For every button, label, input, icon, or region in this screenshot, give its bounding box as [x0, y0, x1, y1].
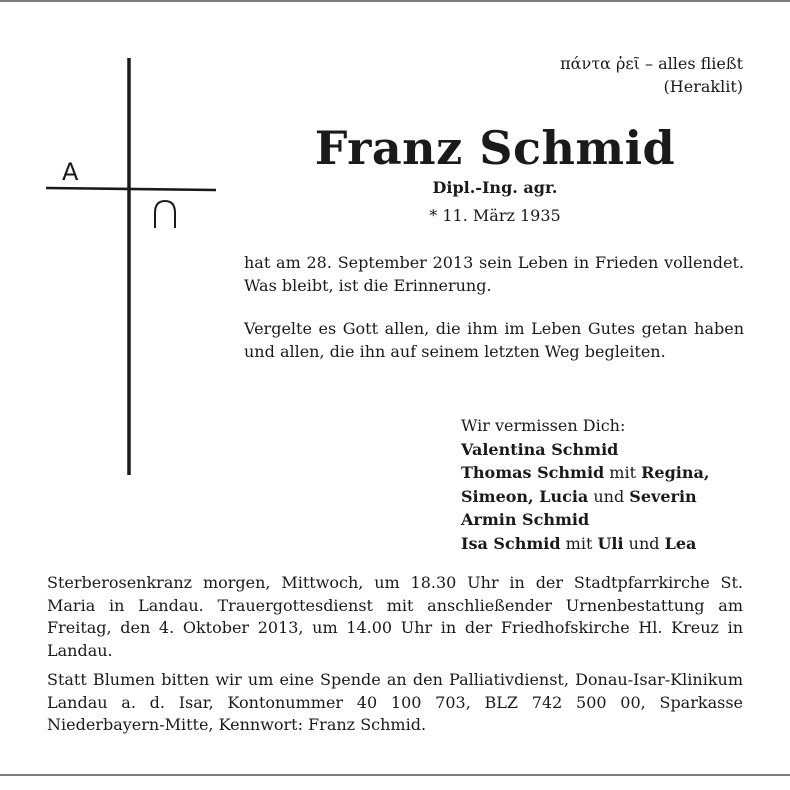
alpha-letter: A [62, 158, 79, 186]
quote-text: πάντα ῥεῖ – alles fließt [560, 54, 743, 73]
connector-text: mit [604, 463, 642, 482]
passing-paragraph: hat am 28. September 2013 sein Leben in Frieden vollendet. Was bleibt, ist die Erinnerung. [244, 253, 744, 295]
family-line [461, 485, 761, 509]
mourner-name: Armin Schmid [461, 510, 590, 529]
cross-horizontal-beam [46, 188, 216, 190]
family-line [461, 461, 761, 485]
alpha-omega-cross-icon [40, 55, 230, 485]
family-signature [461, 414, 761, 555]
mourner-name: Isa Schmid [461, 533, 561, 553]
connector-text: und [623, 533, 665, 553]
mourner-name: Valentina Schmid [461, 439, 619, 459]
quote-author: (Heraklit) [663, 77, 743, 96]
family-intro: Wir vermissen Dich: [461, 416, 626, 435]
deceased-name: Franz Schmid [314, 121, 676, 175]
mourner-name: Regina, [641, 463, 710, 482]
heraclitus-quote [443, 52, 743, 98]
mourner-name: Simeon, Lucia [461, 486, 589, 506]
bottom-border [0, 774, 790, 776]
mourner-name: Severin [629, 486, 697, 506]
mourner-name: Thomas Schmid [461, 463, 605, 482]
family-line [461, 532, 761, 556]
service-details: Sterberosenkranz morgen, Mittwoch, um 18.30 Uhr in der Stadtpfarrkirche St. Maria in Landau. Trauergottesdienst mit anschließender Urnenbestattung am Freitag, den 4. Oktober 2013, um 14.00 Uhr in der Friedhofskirche Hl. Kreuz in Landau. [47, 573, 743, 660]
mourner-name: Lea [664, 533, 697, 553]
connector-text: und [588, 486, 630, 506]
family-line [461, 508, 761, 532]
connector-text: mit [560, 533, 598, 553]
donation-request: Statt Blumen bitten wir um eine Spende an den Palliativdienst, Donau-Isar-Klinikum Landau a. d. Isar, Kontonummer 40 100 703, BLZ 742 500 00, Sparkasse Niederbayern-Mitte, Kennwort: Franz Schmid. [47, 670, 743, 734]
omega-letter-icon [155, 201, 175, 228]
blessing-paragraph: Vergelte es Gott allen, die ihm im Leben Gutes getan haben und allen, die ihn auf seinem letzten Weg begleiten. [244, 319, 744, 361]
family-line [461, 438, 761, 462]
birth-date: * 11. März 1935 [429, 206, 561, 225]
top-border [0, 0, 790, 2]
deceased-title: Dipl.-Ing. agr. [432, 178, 558, 197]
mourner-name: Uli [597, 533, 624, 553]
